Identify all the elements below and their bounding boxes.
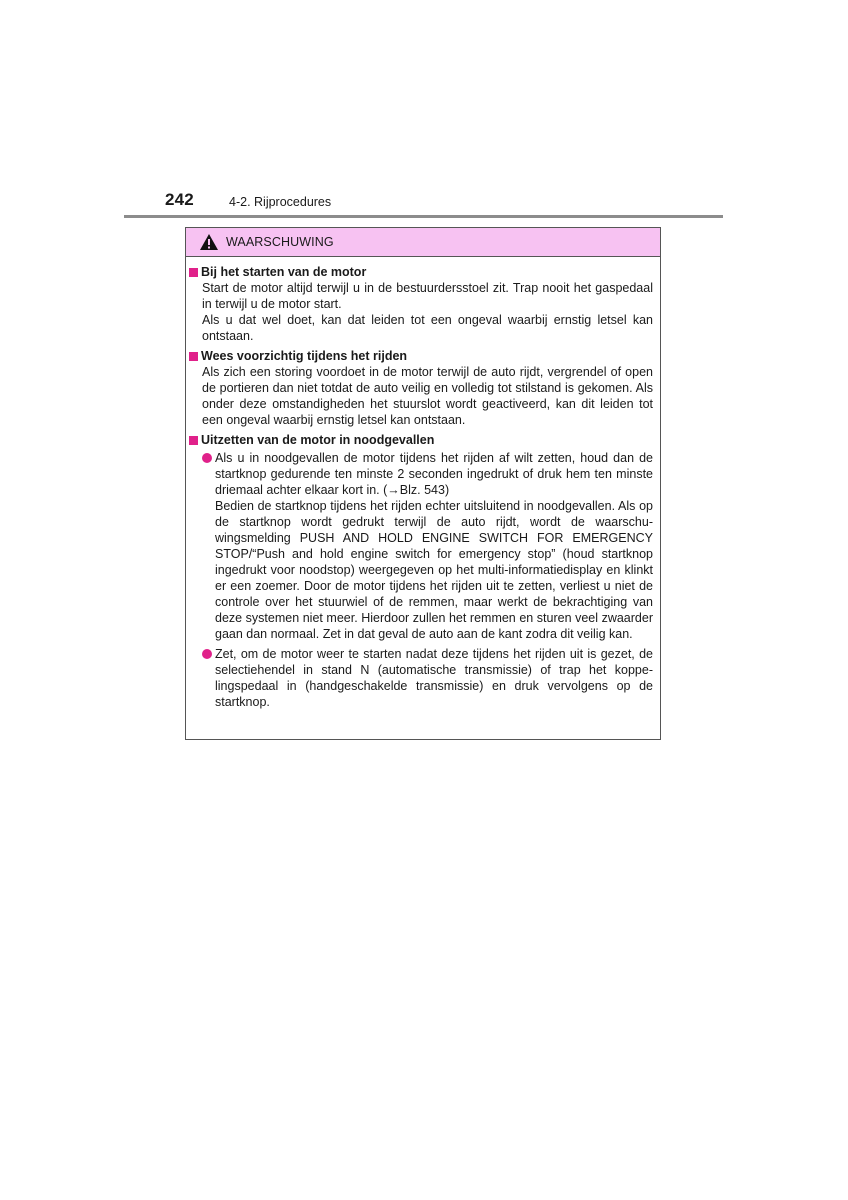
circle-bullet-icon <box>202 453 212 463</box>
warning-header <box>186 228 660 257</box>
paragraph: Als zich een storing voordoet in de motor terwijl de auto rijdt, vergrendel of open de portieren dan niet totdat de auto veilig en volledig tot stilstand is gekomen. Als onder deze omstandigheden het stuurslot wordt geactiveerd, kan dit leiden tot een ongeval waarbij ernstig letsel kan ontstaan. <box>202 365 653 427</box>
page-number: 242 <box>165 190 194 209</box>
list-item <box>202 646 653 710</box>
section-title: 4-2. Rijprocedures <box>229 195 332 209</box>
square-bullet-icon <box>189 436 198 445</box>
topic-starting-engine <box>189 264 653 344</box>
topic-heading <box>189 432 653 448</box>
topic-heading-text: Uitzetten van de motor in noodgevallen <box>201 433 435 447</box>
bullet-text <box>215 450 653 642</box>
square-bullet-icon <box>189 352 198 361</box>
paragraph: Als u in noodgevallen de motor tijdens het rijden af wilt zetten, houd dan de startknop gedurende ten minste 2 seconden ingedrukt of druk hem ten minste driemaal achter elkaar kort in. (→Blz. 543) <box>215 451 653 497</box>
topic-heading-text: Wees voorzichtig tijdens het rijden <box>201 349 408 363</box>
warning-triangle-icon <box>199 233 219 251</box>
list-item <box>202 450 653 642</box>
topic-heading <box>189 348 653 364</box>
circle-bullet-icon <box>202 649 212 659</box>
warning-body <box>186 257 660 710</box>
topic-text <box>202 364 653 428</box>
paragraph: Start de motor altijd terwijl u in de bestuurdersstoel zit. Trap nooit het gaspedaal in terwijl u de motor start. <box>202 281 653 311</box>
square-bullet-icon <box>189 268 198 277</box>
warning-title: WAARSCHUWING <box>226 235 334 249</box>
warning-box <box>185 227 661 740</box>
topic-heading <box>189 264 653 280</box>
header-divider <box>124 215 723 218</box>
topic-text <box>202 280 653 344</box>
bullet-text <box>215 646 653 710</box>
topic-careful-driving <box>189 348 653 428</box>
paragraph: Als u dat wel doet, kan dat leiden tot een ongeval waarbij ernstig letsel kan ontstaan. <box>202 313 653 343</box>
topic-emergency-stop <box>189 432 653 710</box>
paragraph: Bedien de startknop tijdens het rijden echter uitsluitend in noodgevallen. Als op de startknop wordt gedrukt terwijl de auto rijdt, wordt de waarschuwingsmelding PUSH AND HOLD ENGINE SWITCH FOR EMERGENCY STOP/“Push and hold engine switch for emergency stop” (houd startknop ingedrukt voor noodstop) weergegeven op het multi-informatiedisplay en klinkt er een zoemer. Door de motor tijdens het rijden uit te zetten, verliest u niet de controle over het stuurwiel of de remmen, maar werkt de bekrachtiging van deze systemen niet meer. Hierdoor zullen het remmen en sturen veel zwaarder gaan dan normaal. Zet in dat geval de auto aan de kant zodra dit veilig kan. <box>215 499 653 641</box>
paragraph: Zet, om de motor weer te starten nadat deze tijdens het rijden uit is gezet, de selectiehendel in stand N (automatische transmissie) of trap het koppelingspedaal in (handgeschakelde transmissie) en druk vervolgens op de startknop. <box>215 647 653 709</box>
topic-heading-text: Bij het starten van de motor <box>201 265 367 279</box>
